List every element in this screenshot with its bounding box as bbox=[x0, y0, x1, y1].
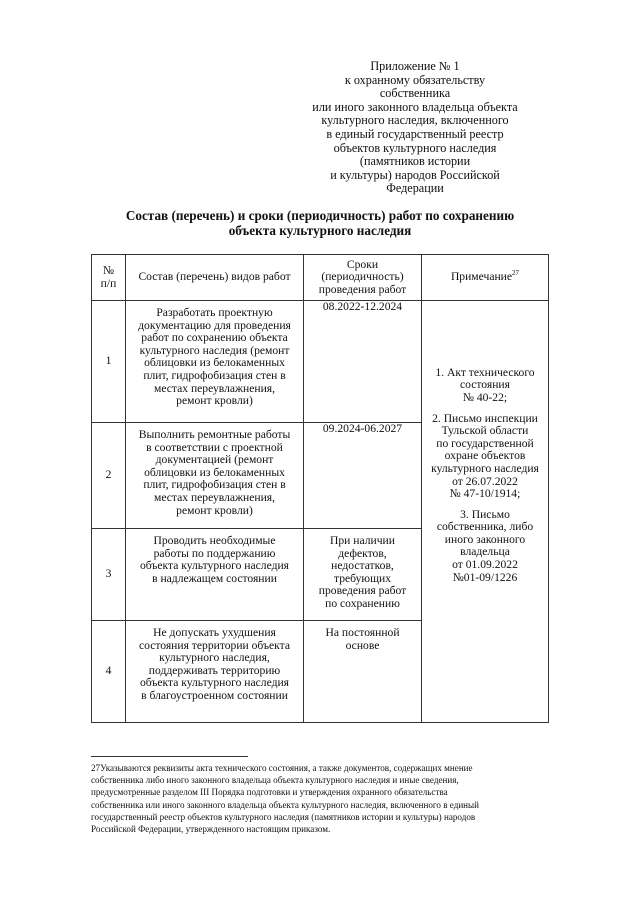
header-note: Примечание$^{27}$ bbox=[422, 255, 549, 301]
period-line: требующих bbox=[334, 571, 391, 585]
note-line: культурного наследия bbox=[431, 461, 539, 475]
work-line: плит, гидрофобизация стен в bbox=[143, 368, 286, 382]
appendix-line: Приложение № 1 bbox=[370, 59, 460, 73]
work-line: в соответствии с проектной bbox=[146, 440, 283, 454]
row-work bbox=[126, 423, 304, 529]
document-title bbox=[60, 209, 580, 238]
work-line: в благоустроенном состоянии bbox=[141, 688, 288, 702]
footnote-line: 27Указываются реквизиты акта технического состояния, а также документов, содержащих мнение bbox=[91, 763, 473, 773]
row-work bbox=[126, 301, 304, 423]
work-line: ремонт кровли) bbox=[176, 394, 253, 408]
work-line: поддерживать территорию bbox=[148, 663, 281, 677]
work-line: облицовки из белокаменных bbox=[144, 465, 285, 479]
note-line: № 40-22; bbox=[462, 390, 508, 404]
work-line: Проводить необходимые bbox=[153, 534, 276, 547]
row-period bbox=[304, 301, 422, 423]
work-line: местах переувлажнения, bbox=[153, 490, 276, 504]
period-line: по сохранению bbox=[325, 596, 400, 610]
appendix-line: (памятников истории bbox=[359, 154, 471, 169]
note-cell bbox=[422, 301, 549, 723]
work-line: культурного наследия, bbox=[159, 651, 270, 665]
appendix-line: в единый государственный реестр bbox=[326, 126, 504, 141]
works-table bbox=[91, 254, 549, 723]
note-line: охране объектов bbox=[444, 449, 526, 463]
header-period: Сроки (периодичность) проведения работ bbox=[304, 255, 422, 301]
work-line: местах переувлажнения, bbox=[153, 381, 276, 395]
row-number: 2 bbox=[92, 423, 126, 529]
footnote bbox=[91, 762, 549, 835]
note-line: иного законного bbox=[444, 532, 526, 546]
period-line: основе bbox=[345, 638, 380, 652]
row-period bbox=[304, 621, 422, 723]
note-line: по государственной bbox=[436, 436, 534, 450]
note-line: собственника, либо bbox=[436, 520, 534, 534]
note-line: состояния bbox=[460, 378, 510, 392]
table-header-row bbox=[92, 255, 549, 301]
document-title-line-1: Состав (перечень) и сроки (периодичность) работ по сохранению bbox=[125, 208, 515, 223]
work-line: состояния территории объекта bbox=[138, 638, 291, 652]
work-line: плит, гидрофобизация стен в bbox=[143, 478, 286, 492]
work-line: объекта культурного наследия bbox=[139, 676, 290, 690]
work-line: работы по поддержанию bbox=[153, 546, 276, 560]
note-line: владельца bbox=[460, 545, 510, 559]
work-line: работ по сохранению объекта bbox=[141, 331, 288, 345]
row-work bbox=[126, 529, 304, 621]
row-period bbox=[304, 529, 422, 621]
appendix-line: собственника bbox=[379, 86, 451, 101]
row-period bbox=[304, 423, 422, 529]
footnote-ref: 27 bbox=[512, 269, 520, 278]
work-line: Разработать проектную bbox=[156, 306, 273, 319]
appendix-header bbox=[290, 60, 540, 196]
footnote-line: Российской Федерации, утвержденного настоящим приказом. bbox=[91, 824, 331, 835]
work-line: ремонт кровли) bbox=[176, 503, 253, 517]
work-line: Выполнить ремонтные работы bbox=[138, 428, 291, 441]
row-work bbox=[126, 621, 304, 723]
footnote-line: предусмотренные разделом III Порядка подготовки и утверждения охранного обязательства bbox=[91, 787, 448, 798]
footnote-line: собственника или иного законного владельца объекта культурного наследия, включенного в единый bbox=[91, 799, 480, 810]
appendix-line: Федерации bbox=[386, 181, 444, 196]
period-line: На постоянной bbox=[325, 626, 400, 639]
period-line: При наличии bbox=[330, 534, 395, 547]
work-line: документацию для проведения bbox=[138, 318, 291, 332]
note-line: от 26.07.2022 bbox=[452, 474, 518, 488]
period-line: проведения работ bbox=[318, 584, 407, 598]
appendix-line: или иного законного владельца объекта bbox=[312, 99, 518, 114]
appendix-line: к охранному обязательству bbox=[344, 72, 486, 87]
appendix-line: объектов культурного наследия bbox=[333, 140, 497, 155]
row-number: 4 bbox=[92, 621, 126, 723]
footnote-separator bbox=[91, 756, 248, 757]
period-line: 09.2024-06.2027 bbox=[322, 422, 403, 435]
work-line: объекта культурного наследия bbox=[139, 559, 290, 573]
header-work: Состав (перечень) видов работ bbox=[126, 255, 304, 301]
footnote-line: собственника либо иного законного владельца объекта культурного наследия и иные сведения, bbox=[91, 775, 459, 786]
work-line: культурного наследия (ремонт bbox=[139, 343, 290, 357]
note-line: 2. Письмо инспекции bbox=[432, 411, 538, 425]
period-line: дефектов, bbox=[338, 546, 387, 560]
appendix-line: и культуры) народов Российской bbox=[330, 167, 500, 182]
note-line: от 01.09.2022 bbox=[452, 558, 518, 572]
row-number: 3 bbox=[92, 529, 126, 621]
note-line: № 47-10/1914; bbox=[449, 487, 521, 501]
header-number: № п/п bbox=[92, 255, 126, 301]
work-line: Не допускать ухудшения bbox=[153, 626, 276, 639]
document-title-line-2: объекта культурного наследия bbox=[228, 222, 412, 238]
period-line: 08.2022-12.2024 bbox=[322, 300, 403, 313]
work-line: облицовки из белокаменных bbox=[144, 356, 285, 370]
note-line: 1. Акт технического bbox=[435, 365, 535, 379]
note-line: 3. Письмо bbox=[460, 507, 510, 521]
note-line: Тульской области bbox=[441, 424, 529, 438]
work-line: в надлежащем состоянии bbox=[152, 571, 277, 585]
footnote-line: государственный реестр объектов культурного наследия (памятников истории и культуры) народов bbox=[91, 811, 476, 822]
note-line: №01-09/1226 bbox=[452, 570, 518, 584]
period-line: недостатков, bbox=[331, 559, 394, 573]
row-number: 1 bbox=[92, 301, 126, 423]
work-line: документацией (ремонт bbox=[155, 453, 274, 467]
appendix-line: культурного наследия, включенного bbox=[321, 113, 509, 128]
table-row bbox=[92, 301, 549, 423]
